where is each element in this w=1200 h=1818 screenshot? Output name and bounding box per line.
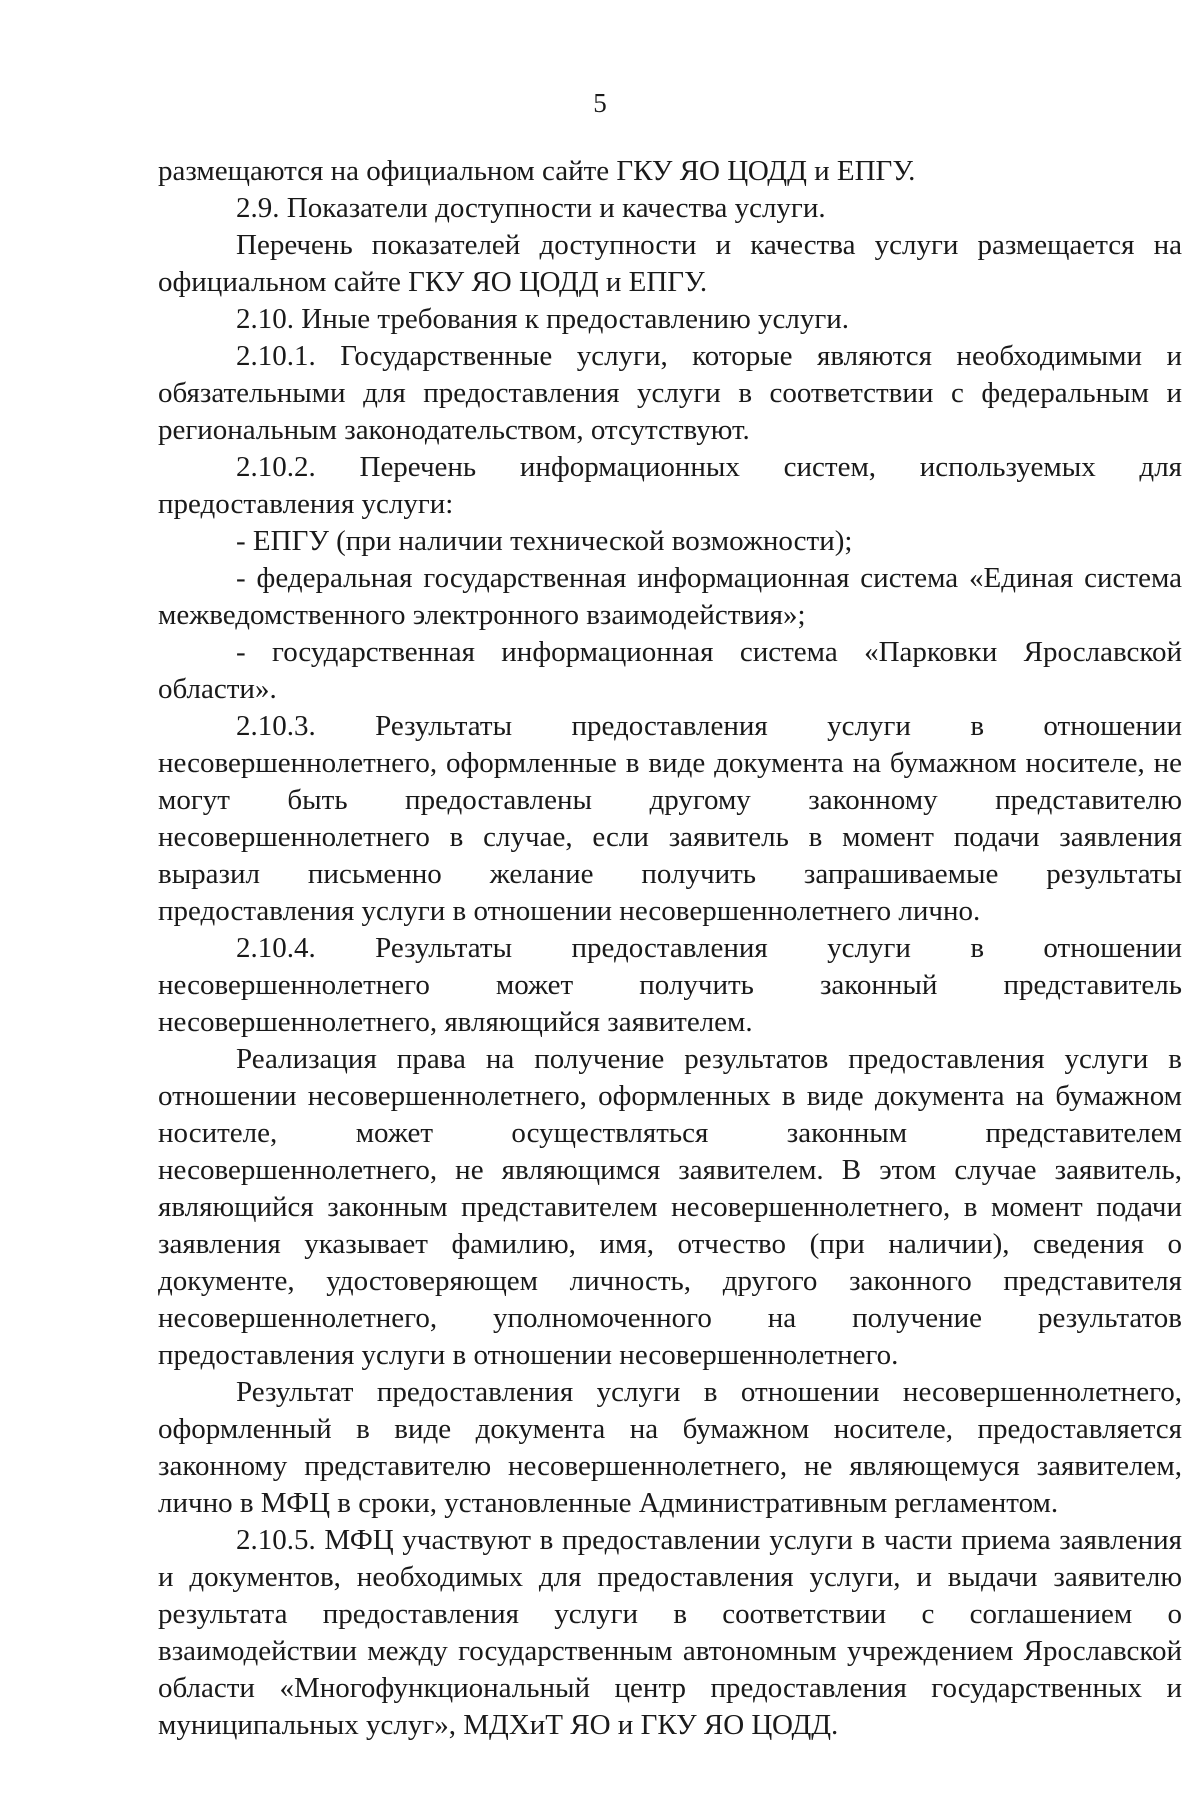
list-item: - государственная информационная система «Парковки Ярославской области».	[158, 636, 1182, 705]
page-number: 5	[593, 88, 607, 118]
document-body	[158, 153, 1182, 1744]
list-item: - ЕПГУ (при наличии технической возможности);	[236, 525, 853, 557]
paragraph: 2.10.2. Перечень информационных систем, используемых для предоставления услуги:	[158, 451, 1182, 520]
paragraph: Реализация права на получение результатов предоставления услуги в отношении несовершеннолетнего, оформленных в виде документа на бумажном носителе, может осуществляться законным представителем несовершеннолетнего, не являющимся заявителем. В этом случае заявитель, являющийся законным представителем несовершеннолетнего, в момент подачи заявления указывает фамилию, имя, отчество (при наличии), сведения о документе, удостоверяющем личность, другого законного представителя несовершеннолетнего, уполномоченного на получение результатов предоставления услуги в отношении несовершеннолетнего.	[158, 1043, 1182, 1371]
paragraph: 2.10.3. Результаты предоставления услуги в отношении несовершеннолетнего, оформленные в виде документа на бумажном носителе, не могут быть предоставлены другому законному представителю несовершеннолетнего в случае, если заявитель в момент подачи заявления выразил письменно желание получить запрашиваемые результаты предоставления услуги в отношении несовершеннолетнего лично.	[158, 710, 1182, 927]
paragraph: размещаются на официальном сайте ГКУ ЯО ЦОДД и ЕПГУ.	[158, 155, 916, 187]
section-heading: 2.10. Иные требования к предоставлению услуги.	[236, 303, 849, 335]
paragraph: Результат предоставления услуги в отношении несовершеннолетнего, оформленный в виде документа на бумажном носителе, предоставляется законному представителю несовершеннолетнего, не являющемуся заявителем, лично в МФЦ в сроки, установленные Административным регламентом.	[158, 1376, 1182, 1519]
paragraph: 2.10.5. МФЦ участвуют в предоставлении услуги в части приема заявления и документов, необходимых для предоставления услуги, и выдачи заявителю результата предоставления услуги в соответствии с соглашением о взаимодействии между государственным автономным учреждением Ярославской области «Многофункциональный центр предоставления государственных и муниципальных услуг», МДХиТ ЯО и ГКУ ЯО ЦОДД.	[158, 1524, 1182, 1741]
list-item: - федеральная государственная информационная система «Единая система межведомственного электронного взаимодействия»;	[158, 562, 1182, 631]
paragraph: 2.10.1. Государственные услуги, которые являются необходимыми и обязательными для предоставления услуги в соответствии с федеральным и региональным законодательством, отсутствуют.	[158, 340, 1182, 446]
paragraph: 2.10.4. Результаты предоставления услуги в отношении несовершеннолетнего может получить законный представитель несовершеннолетнего, являющийся заявителем.	[158, 932, 1182, 1038]
section-heading: 2.9. Показатели доступности и качества услуги.	[236, 192, 826, 224]
paragraph: Перечень показателей доступности и качества услуги размещается на официальном сайте ГКУ ЯО ЦОДД и ЕПГУ.	[158, 229, 1182, 298]
